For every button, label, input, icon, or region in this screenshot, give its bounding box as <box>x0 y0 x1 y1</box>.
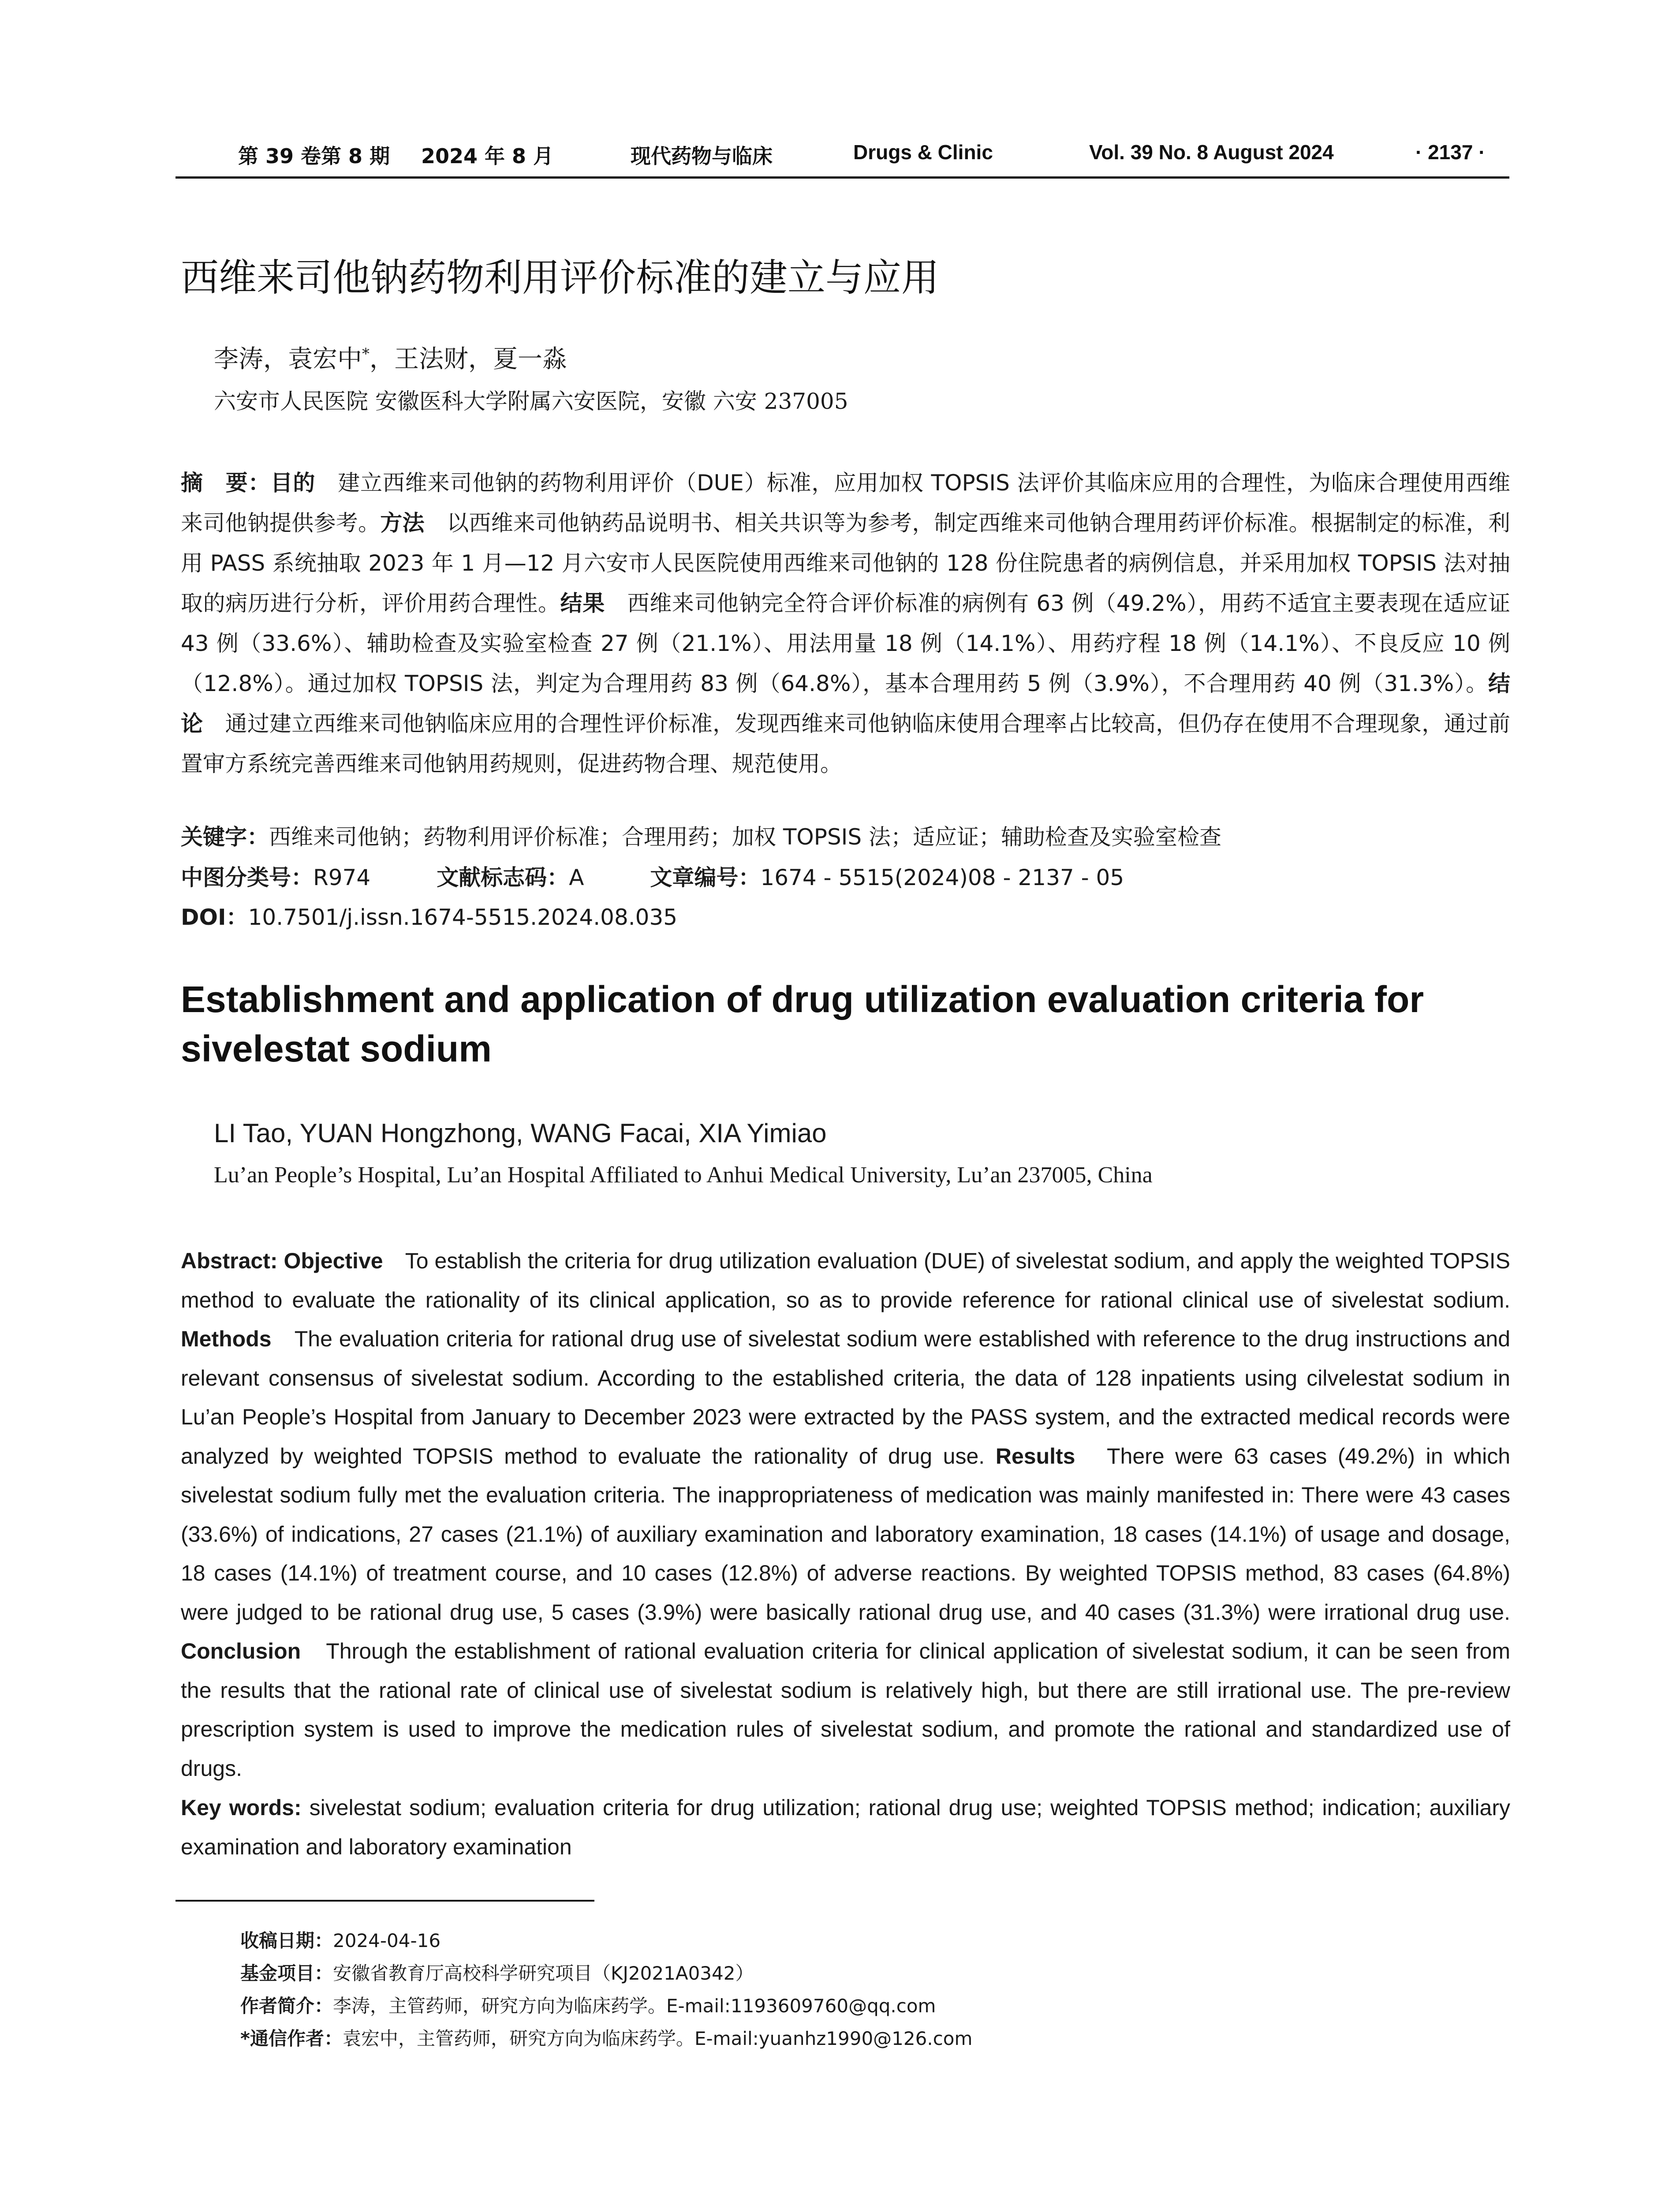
en-conclusion-label: Conclusion <box>181 1639 301 1663</box>
en-results-label: Results <box>995 1443 1075 1469</box>
en-objective-label: Objective <box>284 1248 383 1273</box>
cn-classification-line: 中图分类号：R974 文献标志码：A 文章编号：1674 - 5515(2024)08 - 2137 - 05 <box>181 865 1124 890</box>
cn-abstract <box>181 463 1510 784</box>
header-volume-cn: 第 39 卷第 8 期 <box>238 144 390 168</box>
cn-keywords: 关键字：西维来司他钠；药物利用评价标准；合理用药；加权 TOPSIS 法；适应证；辅助检查及实验室检查 <box>181 824 1222 850</box>
cn-doi: DOI：10.7501/j.issn.1674-5515.2024.08.035 <box>181 904 678 930</box>
cn-methods-text: 以西维来司他钠药品说明书、相关共识等为参考，制定西维来司他钠合理用药评价标准。根据制定的标准，利用 PASS 系统抽取 2023 年 1 月—12 月六安市人民医院使用西维来司他钠的 128 份住院患者的病例信息，并采用加权 TOPSIS 法对抽取的病历进行分析，评价用药合理性。 <box>181 510 1511 616</box>
footnote-fund: 基金项目：安徽省教育厅高校科学研究项目（KJ2021A0342） <box>240 1962 754 1984</box>
footnote-received: 收稿日期：2024-04-16 <box>240 1930 441 1951</box>
cn-conclusion-text: 通过建立西维来司他钠临床应用的合理性评价标准，发现西维来司他钠临床使用合理率占比较高，但仍存在使用不合理现象，通过前置审方系统完善西维来司他钠用药规则，促进药物合理、规范使用。 <box>181 711 1511 777</box>
en-title: Establishment and application of drug utilization evaluation criteria for sivelestat sodium <box>181 979 1424 1069</box>
en-abstract <box>181 1241 1510 1788</box>
footnote-corresponding: *通信作者：袁宏中，主管药师，研究方向为临床药学。E-mail:yuanhz1990@126.com <box>240 2028 973 2049</box>
cn-results-text: 西维来司他钠完全符合评价标准的病例有 63 例（49.2%），用药不适宜主要表现在适应证 43 例（33.6%）、辅助检查及实验室检查 27 例（21.1%）、用法用量 18 例（14.1%）、用药疗程 18 例（14.1%）、不良反应 10 例（12.8%）。通过加权 TOPSIS 法，判定为合理用药 83 例（64.8%），基本合理用药 5 例（3.9%），不合理用药 40 例（31.3%）。 <box>181 590 1511 696</box>
en-conclusion-text: Through the establishment of rational evaluation criteria for clinical application of sivelestat sodium, it can be seen from the results that the rational rate of clinical use of sivelestat sodium is relatively high, but there are still irrational use. The pre-review prescription system is used to improve the medication rules of sivelestat sodium, and promote the rational and standardized use of drugs. <box>181 1639 1510 1781</box>
header-journal-cn: 现代药物与临床 <box>631 144 773 168</box>
corresponding-mark: * <box>362 345 370 363</box>
en-abstract-label: Abstract: <box>181 1248 278 1273</box>
en-authors: LI Tao, YUAN Hongzhong, WANG Facai, XIA Yimiao <box>214 1118 827 1148</box>
footnote-rule <box>175 1900 594 1902</box>
cn-title: 西维来司他钠药物利用评价标准的建立与应用 <box>181 256 939 300</box>
cn-objective-text: 建立西维来司他钠的药物利用评价（DUE）标准，应用加权 TOPSIS 法评价其临床应用的合理性，为临床合理使用西维来司他钠提供参考。 <box>181 470 1511 536</box>
header-journal-en: Drugs & Clinic <box>853 141 993 164</box>
header-rule <box>175 176 1509 179</box>
cn-authors: 李涛，袁宏中*，王法财，夏一淼 <box>214 345 567 374</box>
cn-objective-label: 目的 <box>270 470 316 496</box>
cn-methods-label: 方法 <box>380 510 425 536</box>
en-results-text: There were 63 cases (49.2%) in which sivelestat sodium fully met the evaluation criteria. The inappropriateness of medication was mainly manifested in: There were 43 cases (33.6%) of indications, 27 cases (21.1%) of auxiliary examination and laboratory examination, 18 cases (14.1%) of usage and dosage, 18 cases (14.1%) of treatment course, and 10 cases (12.8%) of adverse reactions. By weighted TOPSIS method, 83 cases (64.8%) were judged to be rational drug use, 5 cases (3.9%) were basically rational drug use, and 40 cases (31.3%) were irrational drug use. <box>181 1443 1510 1625</box>
cn-results-label: 结果 <box>560 590 605 616</box>
cn-affiliation: 六安市人民医院 安徽医科大学附属六安医院，安徽 六安 237005 <box>214 389 848 414</box>
en-methods-text: The evaluation criteria for rational drug use of sivelestat sodium were established with reference to the drug instructions and relevant consensus of sivelestat sodium. According to the established criteria, the data of 128 inpatients using cilvelestat sodium in Lu’an People’s Hospital from January to December 2023 were extracted by the PASS system, and the extracted medical records were analyzed by weighted TOPSIS method to evaluate the rationality of drug use. <box>181 1327 1510 1469</box>
en-keywords: Key words: sivelestat sodium; evaluation criteria for drug utilization; rational drug use; weighted TOPSIS method; indication; auxiliary examination and laboratory examination <box>181 1795 1510 1859</box>
header-volume-en: Vol. 39 No. 8 August 2024 <box>1089 141 1334 164</box>
header-page-number: · 2137 · <box>1415 141 1486 164</box>
en-objective-text: To establish the criteria for drug utilization evaluation (DUE) of sivelestat sodium, and apply the weighted TOPSIS method to evaluate the rationality of its clinical application, so as to provide reference for rational clinical use of sivelestat sodium. <box>181 1248 1510 1312</box>
en-affiliation: Lu’an People’s Hospital, Lu’an Hospital Affiliated to Anhui Medical University, Lu’an 237005, China <box>214 1162 1153 1188</box>
cn-abstract-label: 摘 要： <box>181 470 271 496</box>
cn-conclusion-label: 结论 <box>181 671 1510 736</box>
footnote-author: 作者简介：李涛，主管药师，研究方向为临床药学。E-mail:1193609760@qq.com <box>240 1995 936 2017</box>
header-date-cn: 2024 年 8 月 <box>421 144 554 168</box>
en-methods-label: Methods <box>181 1327 272 1351</box>
